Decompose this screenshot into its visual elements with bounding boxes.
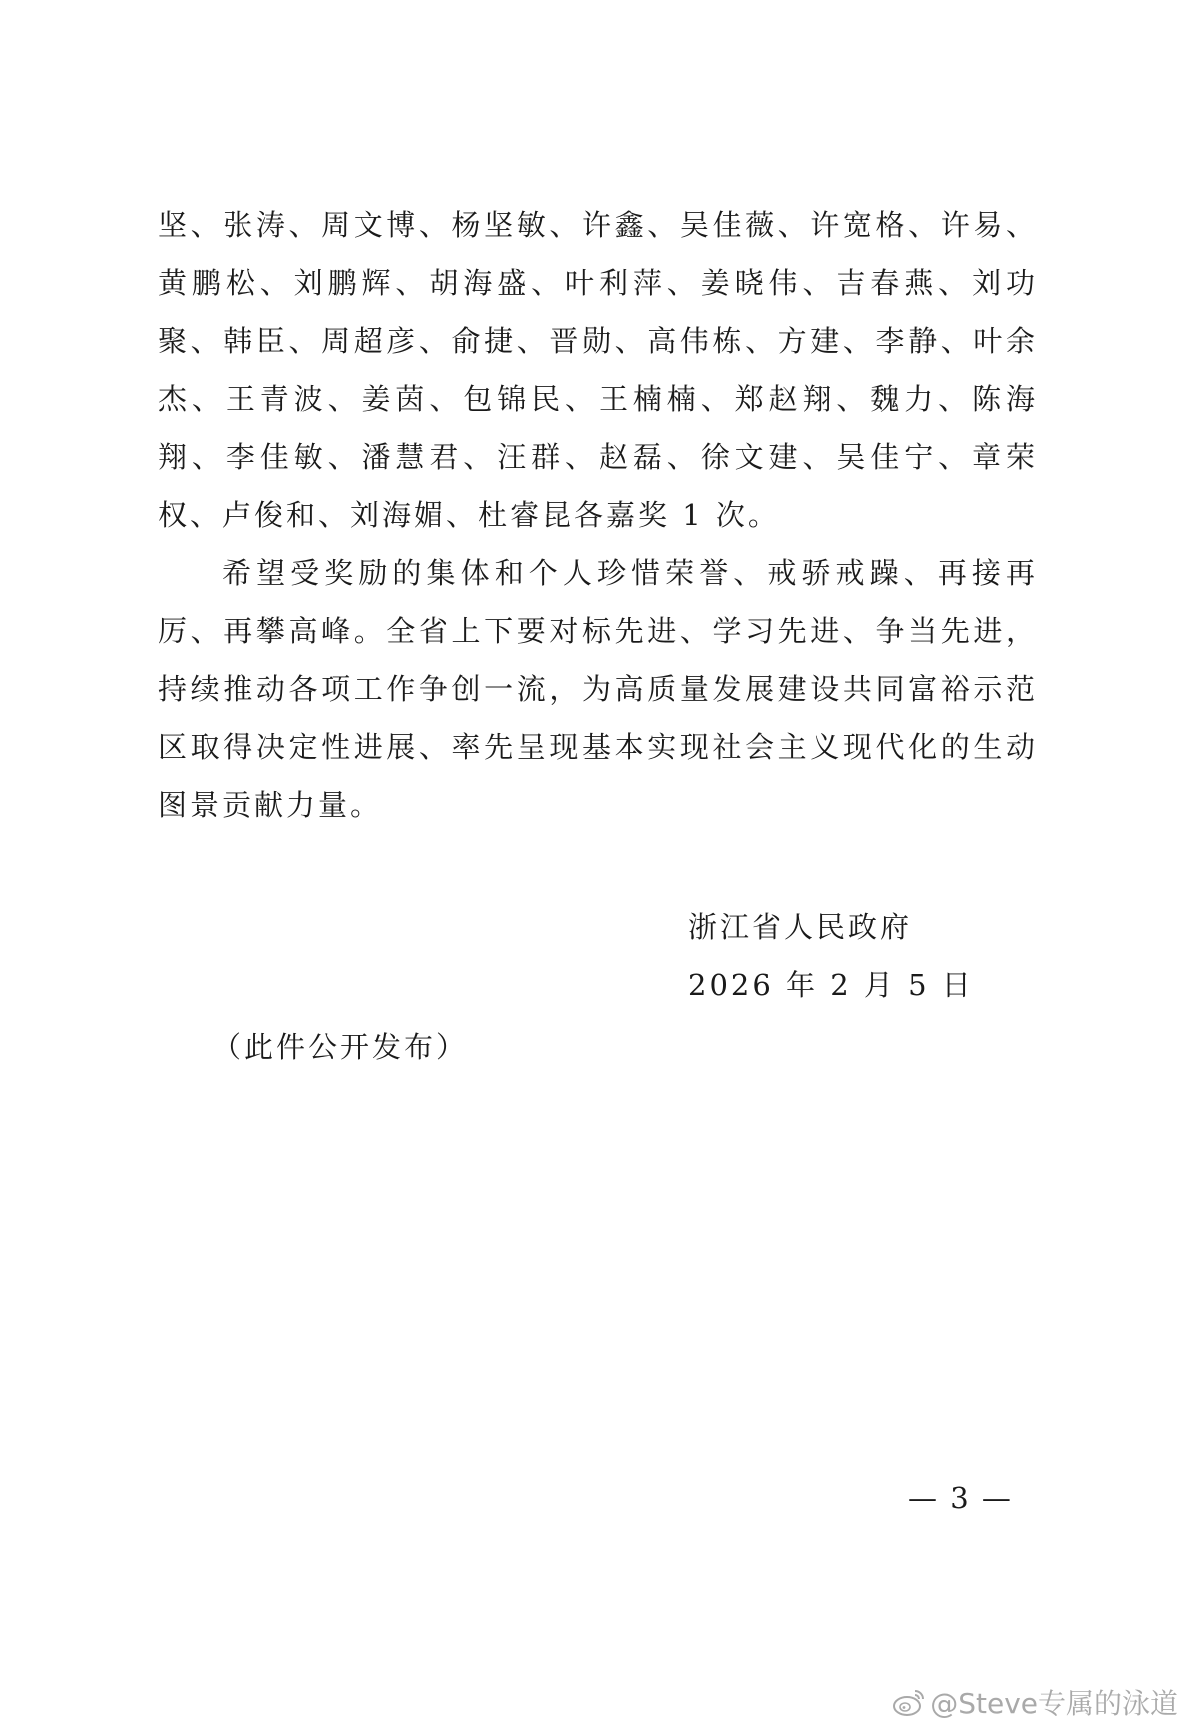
watermark: [892, 1682, 1178, 1722]
watermark-text: @Steve专属的泳道: [930, 1687, 1178, 1720]
weibo-logo-icon: [892, 1687, 926, 1717]
award-list-paragraph: 坚、张涛、周文博、杨坚敏、许鑫、吴佳薇、许宽格、许易、黄鹏松、刘鹏辉、胡海盛、叶利萍、姜晓伟、吉春燕、刘功聚、韩臣、周超彦、俞捷、晋勋、高伟栋、方建、李静、叶余杰、王青波、姜茵、包锦民、王楠楠、郑赵翔、魏力、陈海翔、李佳敏、潘慧君、汪群、赵磊、徐文建、吴佳宁、章荣权、卢俊和、刘海媚、杜睿昆各嘉奖 1 次。: [158, 208, 1038, 532]
issue-date: 2026 年 2 月 5 日: [688, 968, 974, 1002]
signature-block: [688, 898, 974, 1014]
issuer-name: 浙江省人民政府: [688, 910, 913, 944]
document-body: [158, 196, 1038, 834]
public-release-note: （此件公开发布）: [212, 1030, 469, 1064]
page-number: — 3 —: [908, 1481, 1013, 1515]
closing-paragraph: 希望受奖励的集体和个人珍惜荣誉、戒骄戒躁、再接再厉、再攀高峰。全省上下要对标先进、学习先进、争当先进，持续推动各项工作争创一流，为高质量发展建设共同富裕示范区取得决定性进展、率先呈现基本实现社会主义现代化的生动图景贡献力量。: [158, 556, 1038, 822]
